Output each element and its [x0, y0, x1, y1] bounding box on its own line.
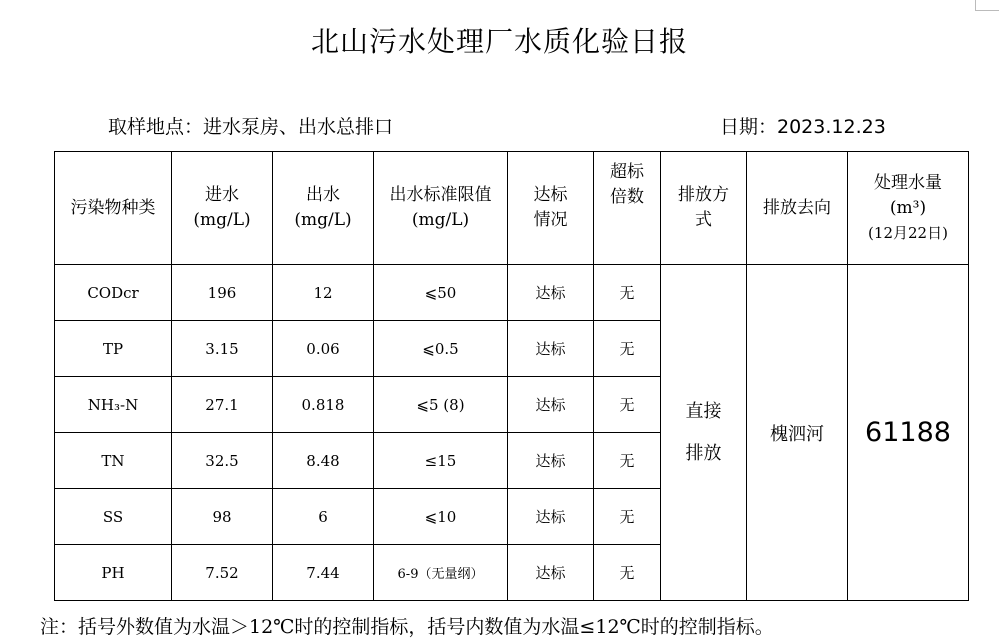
header-effluent: 出水 (mg/L) — [273, 152, 374, 265]
report-date: 日期：2023.12.23 — [720, 116, 886, 138]
exceed-cell: 无 — [594, 545, 661, 601]
corner-mark — [975, 0, 999, 11]
water-quality-table — [54, 151, 969, 601]
limit-cell: ⩽50 — [374, 265, 508, 321]
header-compliance: 达标 情况 — [508, 152, 594, 265]
exceed-cell: 无 — [594, 321, 661, 377]
influent-cell: 196 — [172, 265, 273, 321]
exceed-cell: 无 — [594, 433, 661, 489]
effluent-cell: 7.44 — [273, 545, 374, 601]
exceed-cell: 无 — [594, 377, 661, 433]
header-limit: 出水标准限值 (mg/L) — [374, 152, 508, 265]
limit-cell: ⩽0.5 — [374, 321, 508, 377]
status-cell: 达标 — [508, 489, 594, 545]
pollutant-cell: TP — [55, 321, 172, 377]
header-influent: 进水 (mg/L) — [172, 152, 273, 265]
limit-cell: ⩽10 — [374, 489, 508, 545]
effluent-cell: 6 — [273, 489, 374, 545]
influent-cell: 27.1 — [172, 377, 273, 433]
exceed-cell: 无 — [594, 265, 661, 321]
discharge-method-cell: 直接 排放 — [661, 265, 747, 601]
effluent-cell: 8.48 — [273, 433, 374, 489]
limit-cell: ⩽5 (8) — [374, 377, 508, 433]
report-title: 北山污水处理厂水质化验日报 — [310, 25, 688, 58]
header-pollutant: 污染物种类 — [55, 152, 172, 265]
header-exceed: 超标 倍数 — [594, 152, 661, 265]
pollutant-cell: PH — [55, 545, 172, 601]
status-cell: 达标 — [508, 433, 594, 489]
table-header-row — [55, 152, 969, 265]
discharge-destination-cell: 槐泗河 — [747, 265, 848, 601]
header-discharge-method: 排放方 式 — [661, 152, 747, 265]
status-cell: 达标 — [508, 321, 594, 377]
effluent-cell: 12 — [273, 265, 374, 321]
footnote: 注：括号外数值为水温＞12℃时的控制指标，括号内数值为水温≤12℃时的控制指标。 — [40, 616, 774, 638]
influent-cell: 3.15 — [172, 321, 273, 377]
pollutant-cell: NH₃-N — [55, 377, 172, 433]
table-row — [55, 265, 969, 321]
effluent-cell: 0.06 — [273, 321, 374, 377]
influent-cell: 32.5 — [172, 433, 273, 489]
influent-cell: 7.52 — [172, 545, 273, 601]
limit-cell: ≤15 — [374, 433, 508, 489]
sampling-location: 取样地点：进水泵房、出水总排口 — [108, 116, 394, 138]
pollutant-cell: SS — [55, 489, 172, 545]
pollutant-cell: CODcr — [55, 265, 172, 321]
effluent-cell: 0.818 — [273, 377, 374, 433]
treated-volume-cell: 61188 — [848, 265, 969, 601]
status-cell: 达标 — [508, 545, 594, 601]
status-cell: 达标 — [508, 265, 594, 321]
header-treated-volume: 处理水量 (m³) (12月22日) — [848, 152, 969, 265]
pollutant-cell: TN — [55, 433, 172, 489]
influent-cell: 98 — [172, 489, 273, 545]
limit-cell: 6-9（无量纲） — [374, 545, 508, 601]
exceed-cell: 无 — [594, 489, 661, 545]
header-discharge-destination: 排放去向 — [747, 152, 848, 265]
status-cell: 达标 — [508, 377, 594, 433]
